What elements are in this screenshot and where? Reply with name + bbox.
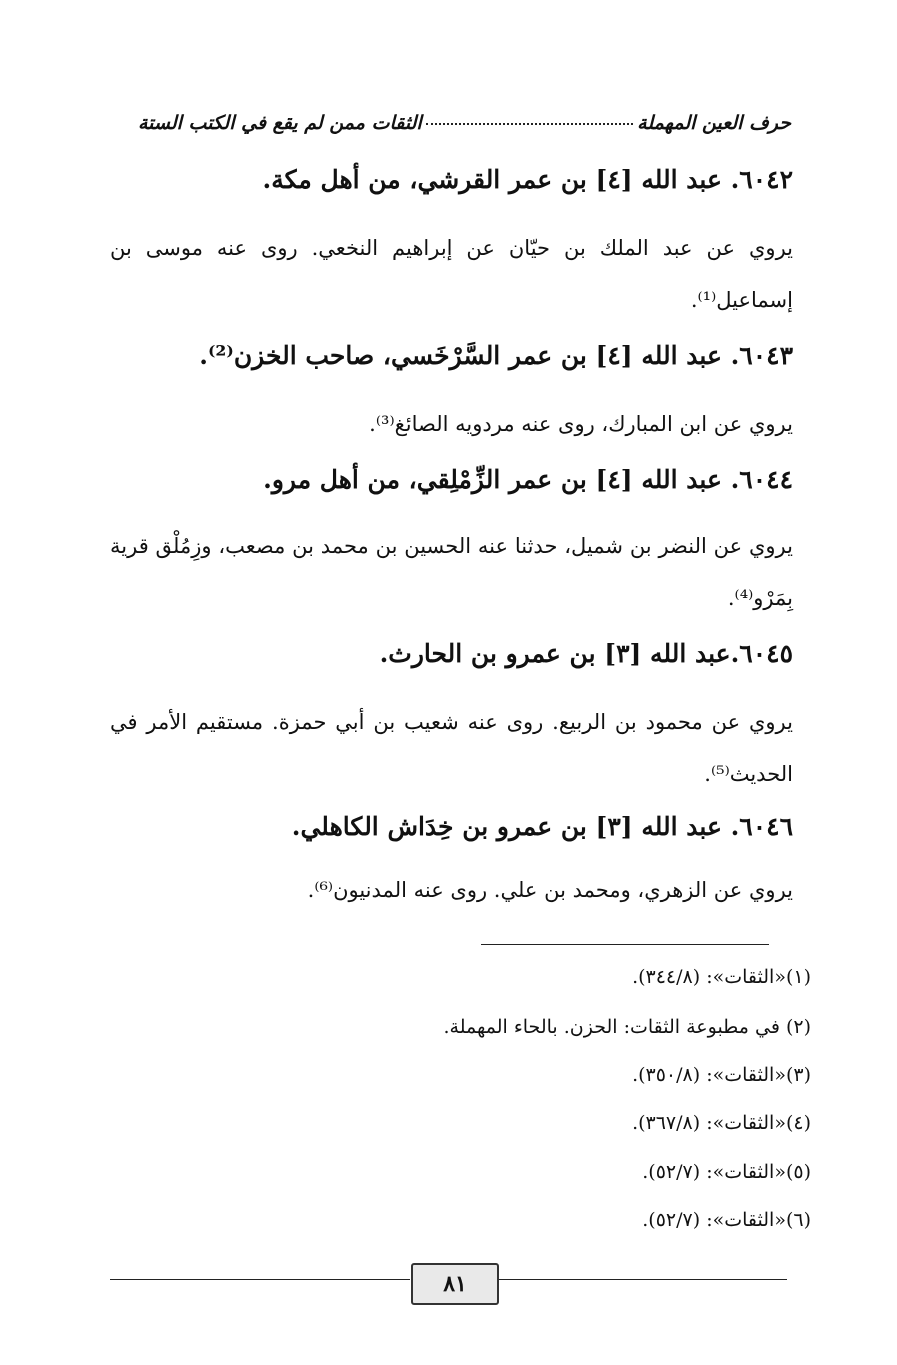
header-book-title: الثقات ممن لم يقع في الكتب الستة: [138, 112, 422, 134]
footnote-2: (٢) في مطبوعة الثقات: الحزن. بالحاء المهملة.: [443, 1016, 811, 1038]
entry-6044-title: ٦٠٤٤. عبد الله [٤] بن عمر الزِّمْلِقي، من أهل مرو.: [263, 465, 793, 494]
footer-rule-left: [110, 1279, 410, 1280]
header-dots: [426, 115, 633, 125]
entry-6046-body: يروي عن الزهري، ومحمد بن علي. روى عنه المدنيون⁽⁶⁾.: [307, 878, 793, 902]
entry-6044-body: يروي عن النضر بن شميل، حدثنا عنه الحسين بن محمد بن مصعب، وزِمُلْق قرية بِمَرْو⁽⁴⁾.: [110, 534, 793, 610]
footnote-divider: [481, 944, 769, 945]
footnote-1: (١)«الثقات»: (٣٤٤/٨).: [632, 966, 811, 988]
entry-6043-body: يروي عن ابن المبارك، روى عنه مردويه الصائغ⁽³⁾.: [369, 412, 793, 436]
page-number: ٨١: [411, 1263, 499, 1305]
entry-6045-title: ٦٠٤٥.عبد الله [٣] بن عمرو بن الحارث.: [379, 639, 793, 668]
entry-6045-body: يروي عن محمود بن الربيع. روى عنه شعيب بن أبي حمزة. مستقيم الأمر في الحديث⁽⁵⁾.: [110, 710, 793, 786]
entry-6042-title: ٦٠٤٢. عبد الله [٤] بن عمر القرشي، من أهل مكة.: [262, 165, 793, 194]
header-chapter: حرف العين المهملة: [637, 112, 791, 134]
entry-6042-body: يروي عن عبد الملك بن حيّان عن إبراهيم النخعي. روى عنه موسى بن إسماعيل⁽¹⁾.: [110, 236, 793, 312]
footnote-3: (٣)«الثقات»: (٣٥٠/٨).: [632, 1064, 811, 1086]
entry-6043-title: ٦٠٤٣. عبد الله [٤] بن عمر السَّرْخَسي، صاحب الخزن⁽²⁾.: [199, 341, 793, 370]
running-header: [138, 106, 791, 140]
entry-6046-title: ٦٠٤٦. عبد الله [٣] بن عمرو بن خِدَاش الكاهلي.: [291, 812, 793, 841]
footnote-6: (٦)«الثقات»: (٥٢/٧).: [642, 1209, 811, 1231]
footnote-4: (٤)«الثقات»: (٣٦٧/٨).: [632, 1112, 811, 1134]
footnote-5: (٥)«الثقات»: (٥٢/٧).: [642, 1161, 811, 1183]
footer-rule-right: [497, 1279, 787, 1280]
